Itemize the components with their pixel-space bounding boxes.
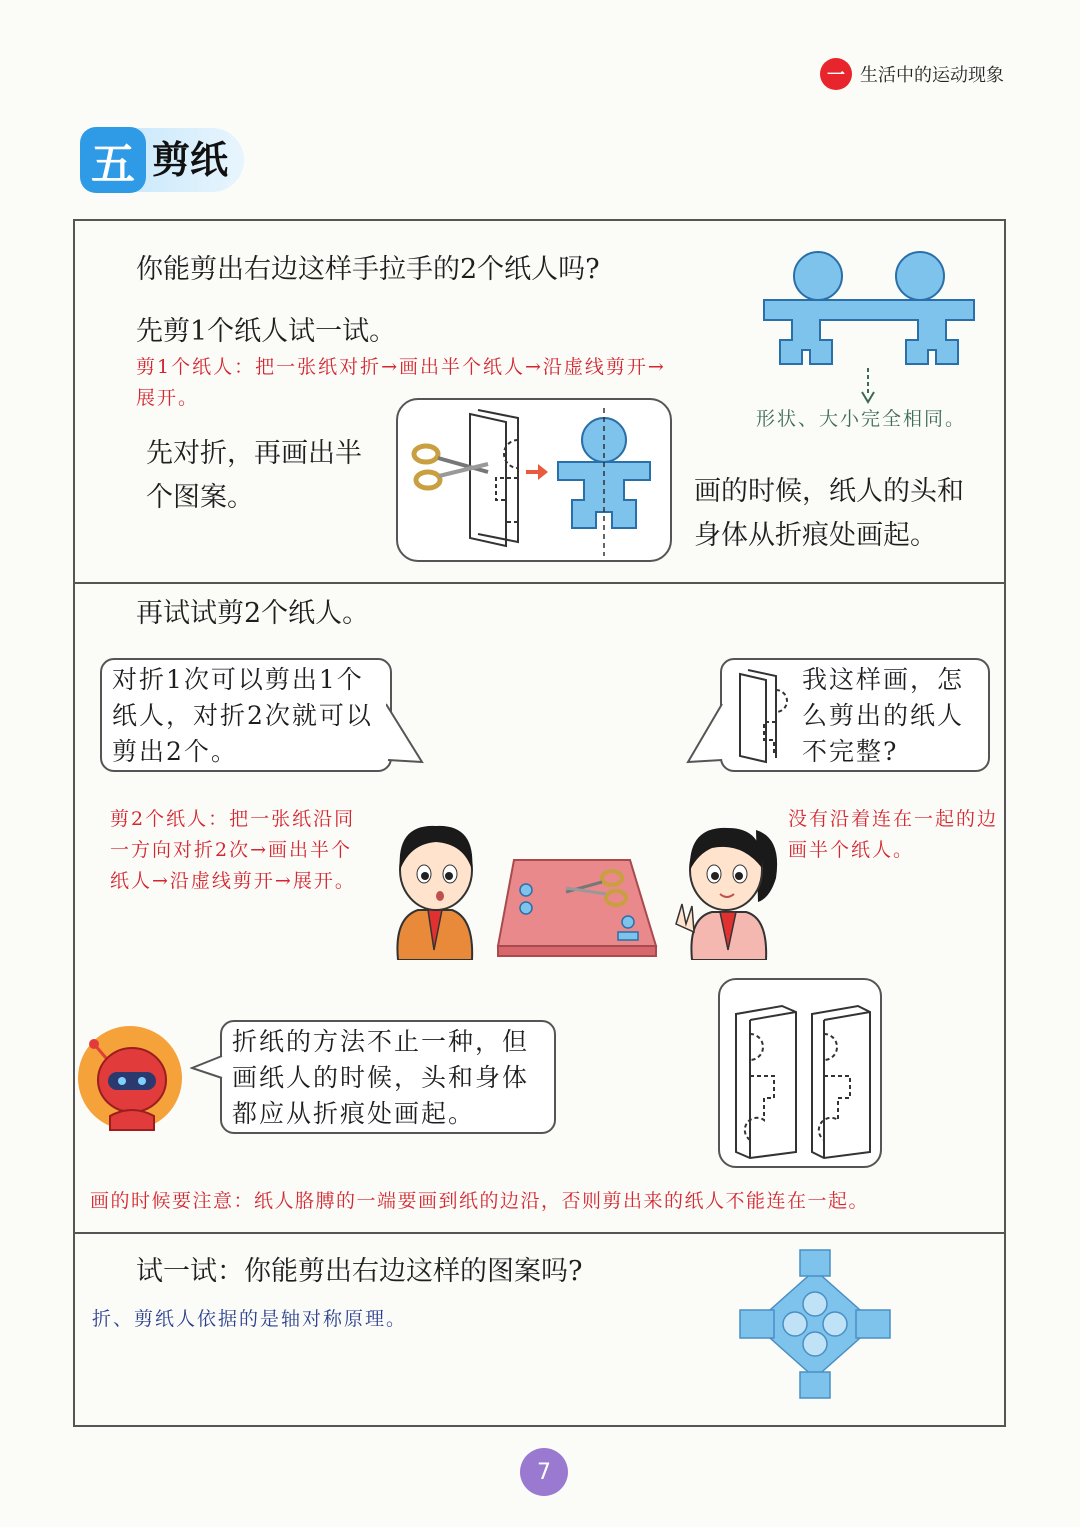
divider (73, 582, 1006, 584)
note-mistake: 没有沿着连在一起的边画半个纸人。 (788, 808, 999, 861)
arrow-down-icon (860, 368, 876, 404)
question-text: 你能剪出右边这样手拉手的2个纸人吗? (136, 254, 600, 285)
page-number: 7 (520, 1448, 568, 1496)
note-cut-two: 剪2个纸人：把一张纸沿同一方向对折2次→画出半个纸人→沿虚线剪开→展开。 (110, 808, 356, 892)
robot-speech-bubble (220, 1020, 556, 1134)
section-title: 剪纸 (152, 138, 229, 182)
folded-red-paper-illustration (494, 850, 660, 962)
boy-illustration (384, 814, 484, 960)
intro-text: 再试试剪2个纸人。 (136, 598, 370, 629)
section-number-badge: 五 (80, 127, 146, 193)
girl-illustration (672, 808, 784, 960)
chapter-header (820, 56, 1004, 92)
divider (73, 1232, 1006, 1234)
robot-avatar (76, 1024, 184, 1132)
boy-speech-text: 对折1次可以剪出1个纸人，对折2次就可以剪出2个。 (112, 665, 373, 766)
bubble-tail (190, 1054, 224, 1080)
symmetric-pattern (738, 1248, 892, 1400)
try-question: 试一试：你能剪出右边这样的图案吗? (136, 1256, 583, 1287)
note-cut-one: 剪1个纸人：把一张纸对折→画出半个纸人→沿虚线剪开→展开。 (136, 356, 666, 409)
step-text: 先剪1个纸人试一试。 (136, 316, 397, 347)
chapter-badge: 一 (820, 58, 852, 90)
fold-draw-illustration (396, 398, 672, 562)
symmetry-note: 折、剪纸人依据的是轴对称原理。 (92, 1308, 408, 1330)
two-paper-figures (762, 248, 976, 386)
boy-speech-bubble (100, 658, 392, 772)
robot-speech-text: 折纸的方法不止一种，但画纸人的时候，头和身体都应从折痕处画起。 (232, 1027, 530, 1128)
folded-papers-illustration (718, 978, 882, 1168)
girl-speech-text: 我这样画，怎么剪出的纸人不完整? (802, 665, 965, 766)
shape-note: 形状、大小完全相同。 (756, 408, 967, 430)
bubble-tail (386, 700, 426, 766)
instruction-text: 先对折，再画出半个图案。 (146, 438, 362, 513)
chapter-title: 生活中的运动现象 (860, 65, 1004, 86)
bubble-tail (686, 700, 724, 766)
warning-note: 画的时候要注意：纸人胳膊的一端要画到纸的边沿，否则剪出来的纸人不能连在一起。 (90, 1190, 870, 1212)
girl-speech-bubble (720, 658, 990, 772)
tip-text: 画的时候，纸人的头和身体从折痕处画起。 (694, 476, 964, 551)
